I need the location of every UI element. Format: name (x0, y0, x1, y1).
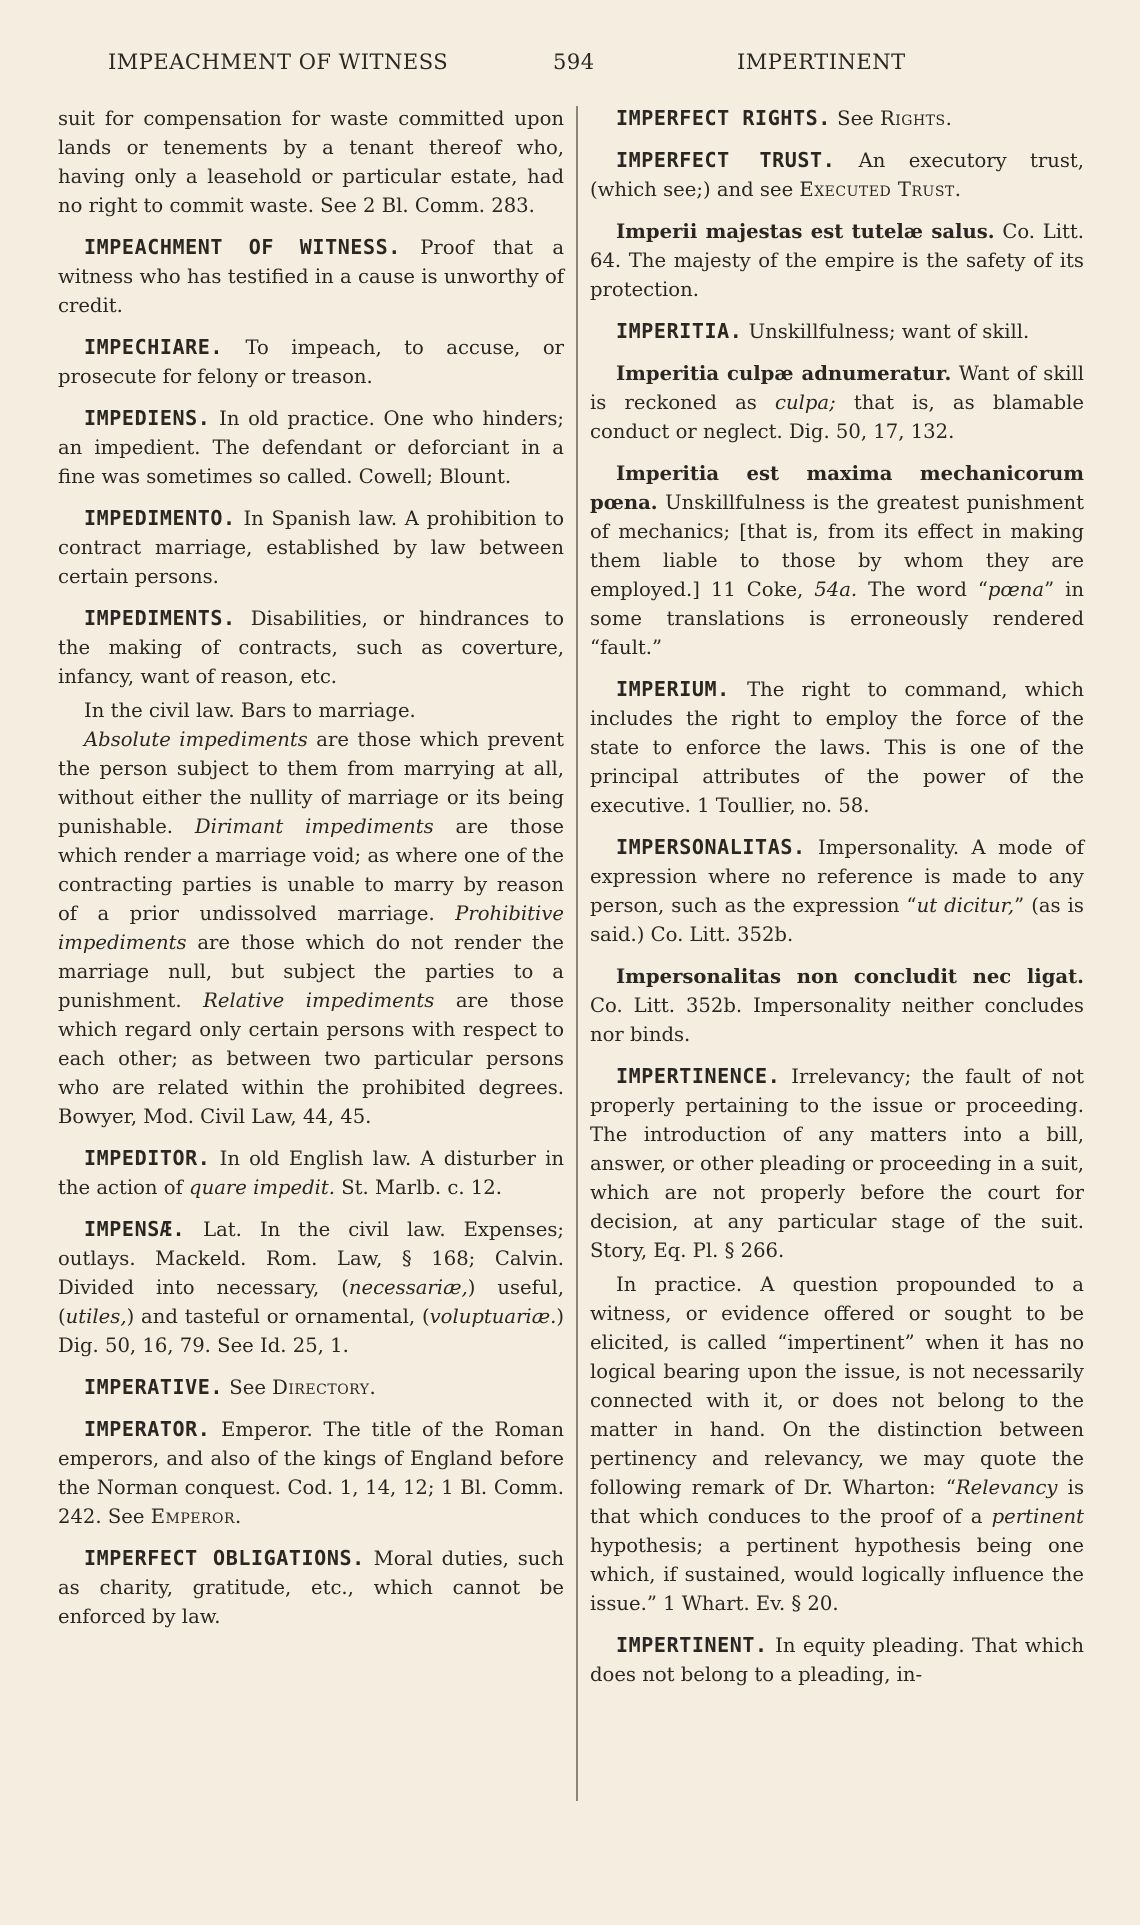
maxim-latin: Imperitia culpæ adnumeratur. (616, 362, 952, 385)
entry-text: suit for compensation for waste committed upon lands or tenements by a tenant thereof who, having only a leasehold or particular estate, had no right to commit waste. See 2 Bl. Comm. 283. (58, 107, 564, 217)
entry-italic-term: voluptuariæ. (429, 1305, 557, 1328)
entry-headword: IMPEACHMENT OF WITNESS. (84, 235, 401, 259)
entry-italic-term: necessariæ, (348, 1276, 468, 1299)
entry-italic-term: Relevancy (955, 1476, 1058, 1499)
entry-definition: Lat. In the civil law. Expenses; outlays. Mackeld. Rom. Law, § 168; Calvin. Divided into necessary, ( (58, 1218, 564, 1299)
term-prohibitive-impediments: Prohibitive impediments (58, 902, 564, 954)
entry-definition: Irrelevancy; the fault of not properly pertaining to the issue or proceeding. The introduction of any matters into a bill, answer, or other pleading or proceeding in a suit, which are not properly before the court for decision, at any particular stage of the suit. Story, Eq. Pl. § 266. (590, 1065, 1084, 1262)
entry-impediens (58, 404, 564, 491)
term-text: are those which regard only certain persons with respect to each other; as between two particular persons who are related within the prohibited degrees. Bowyer, Mod. Civil Law, 44, 45. (58, 989, 564, 1128)
maxim-translation: Co. Litt. 64. The majesty of the empire is the safety of its protection. (590, 220, 1085, 301)
entry-definition: Unskillfulness; want of skill. (748, 320, 1030, 343)
header-left-guide-word: IMPEACHMENT OF WITNESS (108, 50, 449, 74)
entry-text: In practice. A question propounded to a witness, or evidence offered or sought to be elicited, is called “impertinent” when it has no logical bearing upon the issue, is not necessarily connected with it, or does not belong to the matter in hand. On the distinction between pertinency and relevancy, we may quote the following remark of Dr. Wharton: “ (590, 1273, 1084, 1499)
entry-definition: In old practice. One who hinders; an impedient. The defendant or deforciant in a fine was sometimes so called. Cowell; Blount. (58, 407, 564, 488)
running-header (0, 50, 1140, 80)
entry-headword: IMPEDIMENTS. (84, 606, 236, 630)
entry-italic-term: quare impedit. (189, 1176, 335, 1199)
entry-headword: IMPERITIA. (616, 319, 743, 343)
entry-citation: 54a. (814, 578, 858, 601)
entry-headword: IMPERFECT RIGHTS. (616, 106, 831, 130)
entry-headword: IMPERFECT OBLIGATIONS. (84, 1546, 365, 1570)
term-absolute-impediments: Absolute impediments (84, 728, 308, 751)
entry-subsection-practice (590, 1270, 1084, 1618)
cross-reference: Executed Trust. (799, 178, 962, 201)
maxim-latin: Impersonalitas non concludit nec ligat. (616, 965, 1084, 988)
column-divider (576, 106, 578, 1801)
entry-headword: IMPECHIARE. (84, 335, 224, 359)
entry-italic-term: pœna (987, 578, 1045, 601)
entry-subsection-civil-law: In the civil law. Bars to marriage. (84, 699, 416, 722)
entry-maxim-imperitia-culpae (590, 359, 1084, 446)
entry-imperium (590, 675, 1084, 820)
entry-text: ) useful, ( (58, 1276, 565, 1328)
entry-maxim-imperitia-maxima (590, 459, 1084, 662)
entry-impechiare (58, 333, 564, 391)
entry-text: is that which conduces to the proof of a (590, 1476, 1084, 1528)
cross-reference: Emperor. (150, 1505, 242, 1528)
entry-headword: IMPEDIENS. (84, 406, 211, 430)
term-text: are those which prevent the person subject to them from marrying at all, without either the nullity of marriage or its being punishable. (58, 728, 564, 838)
entry-maxim-impersonalitas (590, 962, 1084, 1049)
entry-imperfect-rights (590, 104, 1084, 133)
entry-definition: Impersonality. A mode of expression where no reference is made to any person, such as the expression “ (590, 836, 1084, 917)
maxim-translation: ” in some translations is erroneously rendered “fault.” (590, 578, 1084, 659)
entry-definition: In old English law. A disturber in the action of (58, 1147, 564, 1199)
entry-imperfect-obligations (58, 1544, 564, 1631)
entry-italic-term: pertinent (991, 1505, 1084, 1528)
entry-text: hypothesis; a pertinent hypothesis being one which, if sustained, would logically influence the issue.” 1 Whart. Ev. § 20. (590, 1534, 1084, 1615)
entry-headword: IMPERTINENT. (616, 1633, 768, 1657)
entry-definition: To impeach, to accuse, or prosecute for felony or treason. (58, 336, 564, 388)
entry-definition: Emperor. The title of the Roman emperors, and also of the kings of England before the Norman conquest. Cod. 1, 14, 12; 1 Bl. Comm. 242. See (58, 1418, 564, 1528)
entry-impedimento (58, 504, 564, 591)
entry-headword: IMPERSONALITAS. (616, 835, 806, 859)
entry-definition: Moral duties, such as charity, gratitude, etc., which cannot be enforced by law. (58, 1547, 564, 1628)
maxim-latin: Imperii majestas est tutelæ salus. (616, 220, 995, 243)
entry-definition: An executory trust, (which see;) and see (590, 149, 1084, 201)
entry-see: See (229, 1376, 266, 1399)
entry-headword: IMPERIUM. (616, 677, 730, 701)
entry-headword: IMPEDITOR. (84, 1146, 211, 1170)
entry-definition: In equity pleading. That which does not belong to a pleading, in- (590, 1634, 1084, 1686)
entry-headword: IMPERTINENCE. (616, 1064, 781, 1088)
entry-impersonalitas (590, 833, 1084, 949)
entry-impertinence (590, 1062, 1084, 1618)
maxim-translation: Want of skill is reckoned as (590, 362, 1085, 414)
term-relative-impediments: Relative impediments (203, 989, 435, 1012)
entry-impensae (58, 1215, 564, 1360)
entry-italic-term: culpa; (775, 391, 836, 414)
entry-imperfect-trust (590, 146, 1084, 204)
entry-headword: IMPENSÆ. (84, 1217, 186, 1241)
entry-definition: ” (as is said.) Co. Litt. 352b. (590, 894, 1084, 946)
entry-imperator (58, 1415, 564, 1531)
term-text: are those which do not render the marriage null, but subject the parties to a punishment. (58, 931, 564, 1012)
entry-imperative (58, 1373, 564, 1402)
entry-italic-term: ut dicitur, (916, 894, 1015, 917)
entry-definition: The right to command, which includes the right to employ the force of the state to enforce the laws. This is one of the principal attributes of the power of the executive. 1 Toullier, no. 58. (590, 678, 1084, 817)
maxim-translation: The word “ (868, 578, 988, 601)
cross-reference: Rights. (880, 107, 953, 130)
term-text: are those which render a marriage void; as where one of the contracting parties is unable to marry by reason of a prior undissolved marriage. (58, 815, 564, 925)
entry-continuation-waste (58, 104, 564, 220)
entry-definition: In Spanish law. A prohibition to contract marriage, established by law between certain persons. (58, 507, 565, 588)
entry-citation: St. Marlb. c. 12. (341, 1176, 502, 1199)
entry-definition: Proof that a witness who has testified in a cause is unworthy of credit. (58, 236, 565, 317)
entry-subsection-kinds (58, 725, 564, 1131)
right-column (590, 104, 1084, 1702)
term-dirimant-impediments: Dirimant impediments (194, 815, 434, 838)
entry-text: ) and tasteful or ornamental, ( (126, 1305, 430, 1328)
entry-maxim-imperii (590, 217, 1084, 304)
entry-imperitia (590, 317, 1084, 346)
entry-impeachment-of-witness (58, 233, 564, 320)
header-right-guide-word: IMPERTINENT (737, 50, 906, 74)
cross-reference: Directory. (272, 1376, 377, 1399)
maxim-translation: that is, as blamable conduct or neglect. Dig. 50, 17, 132. (590, 391, 1084, 443)
entry-text: ) Dig. 50, 16, 79. See Id. 25, 1. (58, 1305, 564, 1357)
entry-headword: IMPERATOR. (84, 1417, 211, 1441)
entry-headword: IMPEDIMENTO. (84, 506, 236, 530)
entry-impertinent (590, 1631, 1084, 1689)
maxim-translation: Co. Litt. 352b. Impersonality neither concludes nor binds. (590, 994, 1084, 1046)
maxim-latin: Imperitia est maxima mechanicorum pœna. (590, 462, 1084, 514)
left-column (58, 104, 564, 1644)
entry-headword: IMPERATIVE. (84, 1375, 224, 1399)
entry-italic-term: utiles, (65, 1305, 127, 1328)
page-number: 594 (553, 50, 595, 74)
entry-impeditor (58, 1144, 564, 1202)
maxim-translation: Unskillfulness is the greatest punishment of mechanics; [that is, from its effect in making them liable to those by whom they are employed.] 11 Coke, (590, 491, 1085, 601)
entry-see: See (837, 107, 874, 130)
entry-impediments (58, 604, 564, 1131)
entry-definition: Disabilities, or hindrances to the making of contracts, such as coverture, infancy, want of reason, etc. (58, 607, 564, 688)
entry-headword: IMPERFECT TRUST. (616, 148, 836, 172)
